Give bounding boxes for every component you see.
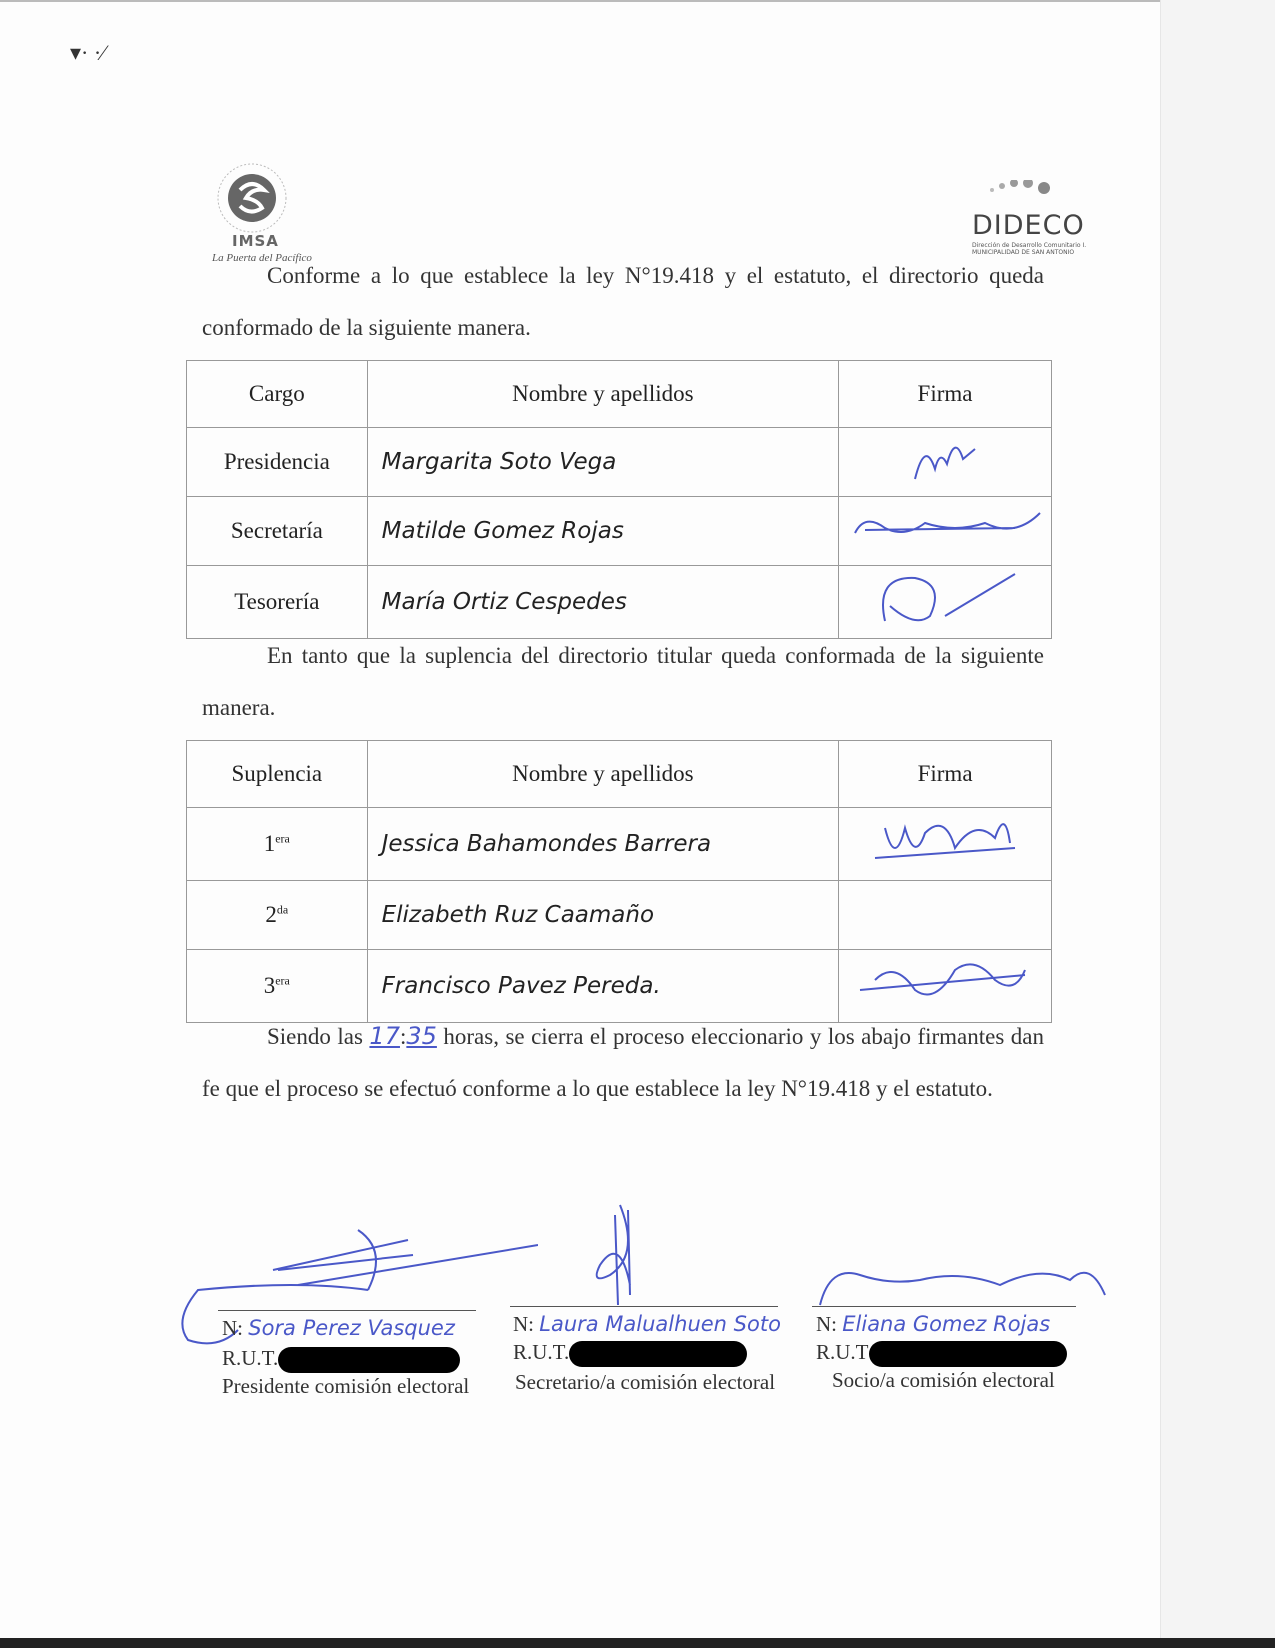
col-header-suplencia: Suplencia bbox=[187, 741, 368, 808]
cierre-after: horas, se cierra el proceso eleccionario y los abajo firmantes dan fe que el proceso se efectuó conforme a lo que establece la ley N°19.418 y el estatuto. bbox=[202, 1024, 1044, 1101]
signature-mark bbox=[865, 808, 1025, 874]
signature-line bbox=[812, 1306, 1076, 1307]
cierre-sep: : bbox=[399, 1024, 407, 1049]
paper-right-margin bbox=[1160, 0, 1275, 1648]
redacted-rut bbox=[569, 1341, 747, 1367]
firmante-rol: Presidente comisión electoral bbox=[222, 1374, 470, 1398]
col-header-nombre: Nombre y apellidos bbox=[367, 741, 839, 808]
cierre-hour: 17 bbox=[369, 1022, 400, 1050]
suplencia-number: $1^{era}$ bbox=[187, 808, 368, 881]
firmante-rut-row: R.U.T. bbox=[513, 1340, 747, 1367]
table-row bbox=[187, 566, 1052, 639]
firmante-nombre-row: N: Laura Malualhuen Soto bbox=[513, 1312, 781, 1336]
scan-marks: ▾· ·⁄ bbox=[70, 40, 105, 65]
firmante-rol: Secretario/a comisión electoral bbox=[515, 1370, 776, 1394]
top-edge bbox=[0, 0, 1275, 2]
firma-cell bbox=[839, 566, 1052, 639]
dideco-subtitle: Dirección de Desarrollo Comunitario I. MUNICIPALIDAD DE SAN ANTONIO bbox=[972, 242, 1087, 256]
firmante-nombre: Sora Perez Vasquez bbox=[248, 1316, 455, 1340]
directorio-table bbox=[186, 360, 1052, 639]
table-row bbox=[187, 881, 1052, 950]
intro-text: Conforme a lo que establece la ley N°19.418 y el estatuto, el directorio queda conformado de la siguiente manera. bbox=[202, 263, 1044, 340]
cargo-cell: Tesorería bbox=[187, 566, 368, 639]
firmante-nombre: Eliana Gomez Rojas bbox=[842, 1312, 1051, 1336]
signature-mark bbox=[855, 950, 1035, 1016]
suplencia-paragraph bbox=[202, 630, 1044, 734]
firma-cell bbox=[839, 881, 1052, 950]
cierre-before: Siendo las bbox=[267, 1024, 363, 1049]
signature-mark bbox=[845, 566, 1045, 632]
signature-mark bbox=[885, 429, 1005, 489]
dideco-logo-text: DIDECO bbox=[972, 210, 1085, 241]
suplencia-number: $3^{era}$ bbox=[187, 950, 368, 1023]
signature-secretario bbox=[570, 1195, 670, 1315]
firmante-rol: Socio/a comisión electoral bbox=[832, 1368, 1055, 1392]
nombre-cell: María Ortiz Cespedes bbox=[367, 566, 838, 639]
firmante-nombre-row: N: Eliana Gomez Rojas bbox=[816, 1312, 1051, 1336]
imsa-tagline: La Puerta del Pacífico bbox=[212, 252, 312, 264]
col-header-firma: Firma bbox=[839, 741, 1052, 808]
nombre-cell: Matilde Gomez Rojas bbox=[367, 497, 838, 566]
firma-cell bbox=[839, 808, 1052, 881]
table-row bbox=[187, 428, 1052, 497]
suplencia-text: En tanto que la suplencia del directorio titular queda conformada de la siguiente manera. bbox=[202, 643, 1044, 720]
signature-line bbox=[510, 1306, 778, 1307]
suplencia-table bbox=[186, 740, 1052, 1023]
cargo-cell: Presidencia bbox=[187, 428, 368, 497]
nombre-cell: Margarita Soto Vega bbox=[367, 428, 838, 497]
signature-line bbox=[218, 1310, 476, 1311]
nombre-cell: Elizabeth Ruz Caamaño bbox=[367, 881, 839, 950]
redacted-rut bbox=[869, 1341, 1067, 1367]
col-header-cargo: Cargo bbox=[187, 361, 368, 428]
firma-cell bbox=[839, 497, 1052, 566]
signature-mark bbox=[845, 498, 1045, 558]
cierre-minute: 35 bbox=[406, 1022, 437, 1050]
cierre-paragraph bbox=[202, 1010, 1044, 1115]
firmante-rut-row: R.U.T. bbox=[222, 1346, 460, 1373]
scan-bottom-edge bbox=[0, 1638, 1275, 1648]
firmante-nombre: Laura Malualhuen Soto bbox=[539, 1312, 781, 1336]
cargo-cell: Secretaría bbox=[187, 497, 368, 566]
col-header-firma: Firma bbox=[839, 361, 1052, 428]
intro-paragraph bbox=[202, 250, 1044, 354]
nombre-cell: Jessica Bahamondes Barrera bbox=[367, 808, 839, 881]
nombre-cell: Francisco Pavez Pereda. bbox=[367, 950, 839, 1023]
firma-cell bbox=[839, 428, 1052, 497]
redacted-rut bbox=[278, 1347, 460, 1373]
firmante-nombre-row: N: Sora Perez Vasquez bbox=[222, 1316, 455, 1340]
table-row bbox=[187, 497, 1052, 566]
suplencia-number: $2^{da}$ bbox=[187, 881, 368, 950]
col-header-nombre: Nombre y apellidos bbox=[367, 361, 838, 428]
firmante-rut-row: R.U.T bbox=[816, 1340, 1067, 1367]
table-row bbox=[187, 808, 1052, 881]
imsa-logo-text: IMSA bbox=[232, 232, 279, 250]
